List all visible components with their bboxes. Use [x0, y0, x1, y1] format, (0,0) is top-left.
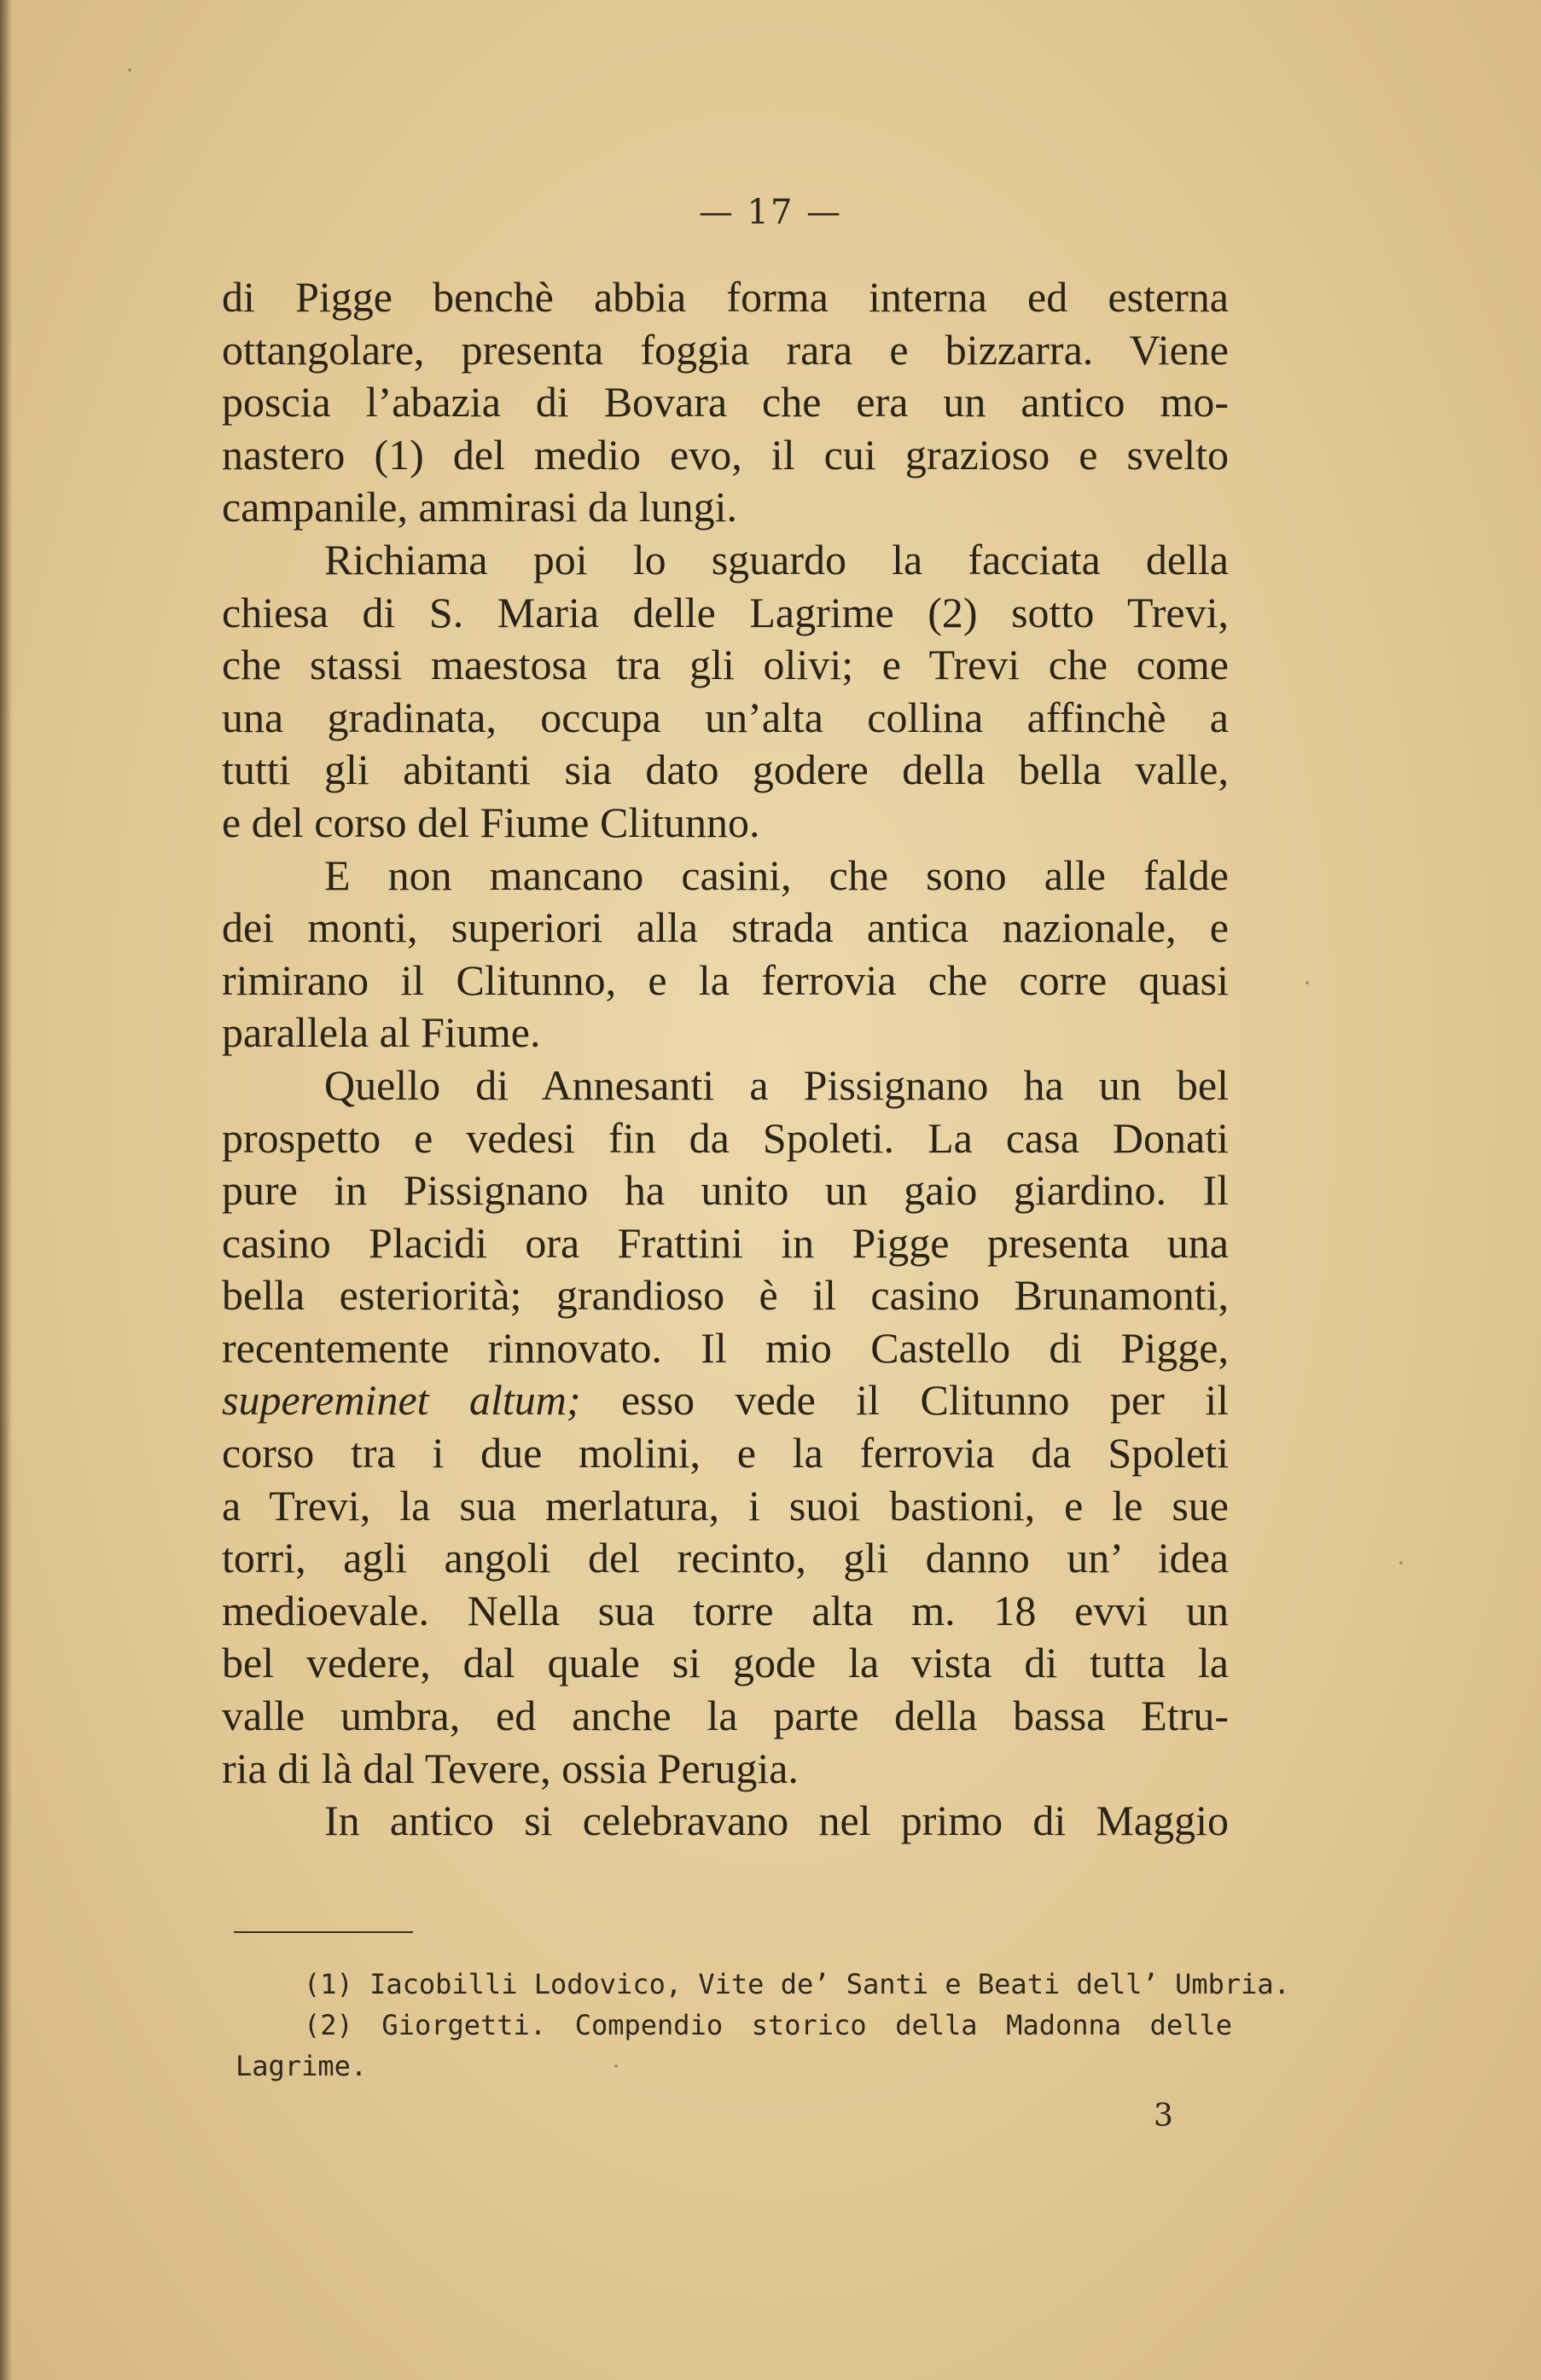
text-line: tutti gli abitanti sia dato godere della bella valle,	[222, 746, 1229, 794]
text-line: E non mancano casini, che sono alle falde	[324, 850, 1229, 899]
text-line: di Pigge benchè abbia forma interna ed esterna	[222, 273, 1229, 321]
body-text	[222, 271, 1229, 1848]
text-line: prospetto e vedesi fin da Spoleti. La casa Donati	[222, 1113, 1229, 1162]
text-line: chiesa di S. Maria delle Lagrime (2) sotto Trevi,	[222, 588, 1229, 636]
text-line: ria di là dal Tevere, ossia Perugia.	[222, 1744, 799, 1792]
latin-quote: supereminet altum;	[222, 1376, 581, 1425]
footnote-2: (2) Giorgetti. Compendio storico della Madonna delle	[304, 2009, 1232, 2041]
paper-speck	[614, 2064, 618, 2068]
text-line: bel vedere, dal quale si gode la vista di tutta la	[222, 1639, 1229, 1687]
text-line: Richiama poi lo sguardo la facciata della	[324, 535, 1229, 583]
binding-shadow	[0, 0, 12, 2380]
text-line: campanile, ammirasi da lungi.	[222, 483, 737, 531]
text-line: e del corso del Fiume Clitunno.	[222, 798, 760, 846]
text-line: ottangolare, presenta foggia rara e bizzarra. Viene	[222, 325, 1229, 374]
footnote-2-cont: Lagrime.	[236, 2050, 368, 2082]
text-line: che stassi maestosa tra gli olivi; e Trevi che come	[222, 641, 1229, 689]
paper-speck	[1305, 981, 1309, 984]
text-line-rest: esso vede il Clitunno per il	[620, 1376, 1229, 1425]
text-line: poscia l’abazia di Bovara che era un antico mo-	[222, 378, 1229, 427]
text-line: casino Placidi ora Frattini in Pigge presenta una	[222, 1218, 1229, 1267]
text-line: nastero (1) del medio evo, il cui grazioso e svelto	[222, 430, 1229, 479]
text-line	[222, 1374, 1229, 1427]
text-line: pure in Pissignano ha unito un gaio giardino. Il	[222, 1166, 1229, 1215]
text-line: dei monti, superiori alla strada antica nazionale, e	[222, 903, 1229, 952]
paper-speck	[128, 68, 131, 72]
text-line: corso tra i due molini, e la ferrovia da Spoleti	[222, 1429, 1229, 1477]
text-line: bella esteriorità; grandioso è il casino Brunamonti,	[222, 1271, 1229, 1320]
text-line: medioevale. Nella sua torre alta m. 18 evvi un	[222, 1586, 1229, 1634]
signature-mark: 3	[1154, 2098, 1173, 2133]
text-line: parallela al Fiume.	[222, 1008, 541, 1057]
text-line: recentemente rinnovato. Il mio Castello di Pigge,	[222, 1323, 1229, 1372]
paper-speck	[1399, 1561, 1403, 1564]
text-line: valle umbra, ed anche la parte della bassa Etru-	[222, 1692, 1229, 1740]
footnote-1: (1) Iacobilli Lodovico, Vite de’ Santi e Beati dell’ Umbria.	[304, 1968, 1290, 2000]
footnote-separator	[234, 1931, 413, 1933]
text-line: rimirano il Clitunno, e la ferrovia che corre quasi	[222, 955, 1229, 1004]
page-number: — 17 —	[698, 193, 843, 232]
text-line: a Trevi, la sua merlatura, i suoi bastioni, e le sue	[222, 1481, 1229, 1530]
text-line: Quello di Annesanti a Pissignano ha un bel	[324, 1060, 1229, 1109]
text-line: In antico si celebravano nel primo di Maggio	[324, 1797, 1229, 1845]
footnotes	[236, 1964, 1290, 2087]
text-line: torri, agli angoli del recinto, gli danno un’ idea	[222, 1534, 1229, 1582]
text-line: una gradinata, occupa un’alta collina affinchè a	[222, 693, 1229, 741]
